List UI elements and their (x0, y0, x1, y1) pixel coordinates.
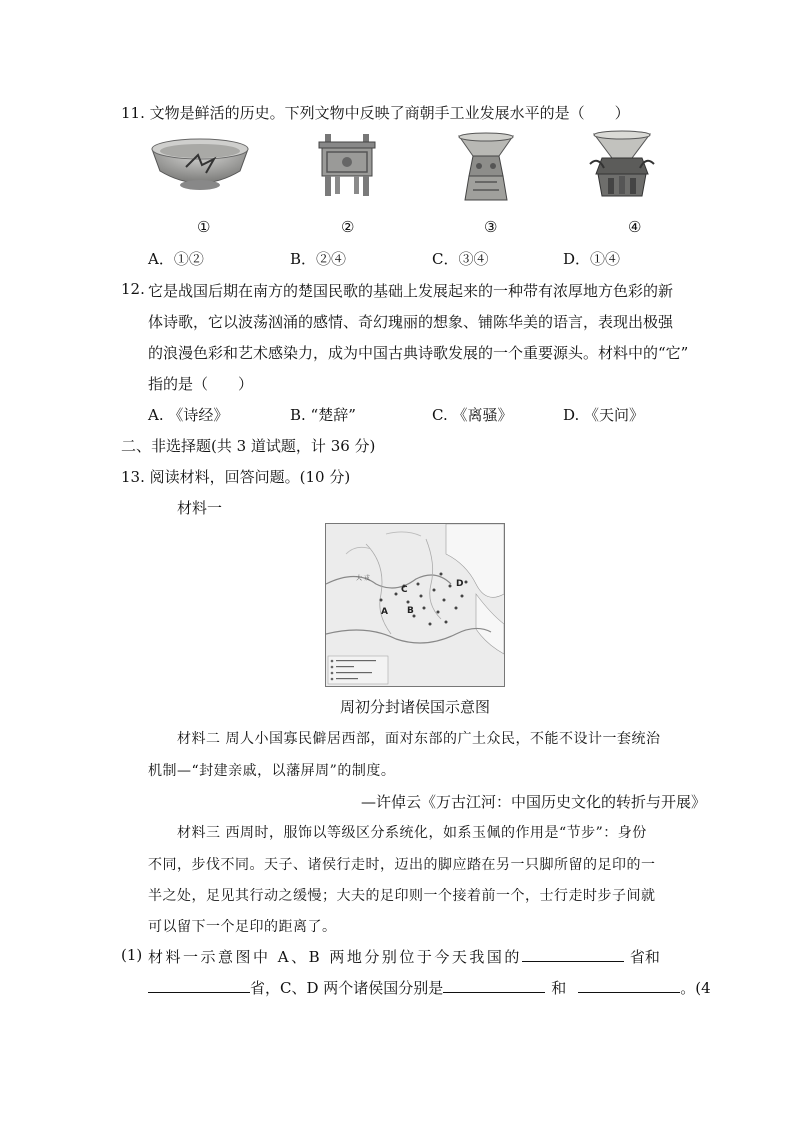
material-three-line-1: 材料三 西周时，服饰以等级区分系统化，如系玉佩的作用是“节步”：身份 (177, 825, 647, 841)
material-three-line-2: 不同，步伐不同。天子、诸侯行走时，迈出的脚应踏在另一只脚所留的足印的一 (148, 857, 656, 873)
artifact-bronze-ding-image (313, 132, 381, 200)
artifact-label-1: ① (197, 218, 211, 236)
q12-option-b[interactable]: B. “楚辞” (290, 406, 356, 424)
q11-option-d[interactable]: D．①④ (563, 250, 621, 268)
map-label-a: A (381, 607, 388, 617)
map-label-d: D (456, 579, 464, 589)
q12-line-2: 体诗歌，它以波荡汹涌的感情、奇幻瑰丽的想象、铺陈华美的语言，表现出极强 (148, 313, 674, 331)
q12-option-a[interactable]: A. 《诗经》 (148, 406, 229, 424)
q12-line-3: 的浪漫色彩和艺术感染力，成为中国古典诗歌发展的一个重要源头。材料中的“它” (148, 344, 689, 362)
subquestion-1-line-1 (148, 946, 660, 967)
q11-stem: 11. 文物是鲜活的历史。下列文物中反映了商朝手工业发展水平的是（ ） (121, 104, 630, 122)
artifact-bronze-zun-image (455, 132, 517, 204)
artifact-label-2: ② (341, 218, 355, 236)
material-three-line-3: 半之处，足见其行动之缓慢；大夫的足印则一个接着前一个，士行走时步子间就 (148, 888, 656, 904)
answer-blank-1[interactable] (522, 947, 624, 962)
q12-line-1: 它是战国后期在南方的楚国民歌的基础上发展起来的一种带有浓厚地方色彩的新 (148, 282, 674, 300)
map-graphic (326, 524, 504, 686)
material-two-source: —许倬云《万古江河：中国历史文化的转折与开展》 (360, 793, 706, 811)
subquestion-1-number: (1) (121, 946, 143, 964)
map-label-c: C (401, 585, 408, 595)
subquestion-1-line-2 (148, 977, 711, 998)
section-heading: 二、非选择题(共 3 道试题，计 36 分) (121, 437, 376, 455)
q11-option-a[interactable]: A．①② (148, 250, 204, 268)
subquestion-1-text-e: 。(4 (680, 979, 711, 997)
material-one-label: 材料一 (177, 499, 223, 517)
svg-text:大 戎: 大 戎 (356, 575, 370, 582)
zhou-fief-map (325, 523, 505, 687)
q11-option-c[interactable]: C．③④ (432, 250, 489, 268)
artifact-bronze-four-ram-zun-image (588, 130, 656, 202)
q11-option-b[interactable]: B．②④ (290, 250, 347, 268)
material-two-line-1: 材料二 周人小国寡民僻居西部，面对东部的广土众民，不能不设计一套统治 (177, 731, 661, 747)
subquestion-1-text-b: 省和 (629, 948, 660, 966)
answer-blank-3[interactable] (443, 978, 545, 993)
subquestion-1-text-c: 省，C、D 两个诸侯国分别是 (250, 979, 444, 997)
answer-blank-2[interactable] (148, 978, 250, 993)
subquestion-1-text-d: 和 (551, 979, 567, 997)
artifact-label-4: ④ (628, 218, 642, 236)
artifact-pottery-bowl-image (148, 133, 252, 195)
q12-option-d[interactable]: D. 《天问》 (563, 406, 645, 424)
q12-option-c[interactable]: C. 《离骚》 (432, 406, 513, 424)
q12-line-4: 指的是（ ） (148, 375, 254, 393)
material-two-line-2: 机制—“封建亲戚，以藩屏周”的制度。 (148, 763, 396, 779)
q12-number: 12. (121, 280, 145, 298)
material-three-line-4: 可以留下一个足印的距离了。 (148, 919, 337, 935)
subquestion-1-text-a: 材料一示意图中 A、B 两地分别位于今天我国的 (148, 948, 522, 966)
map-caption: 周初分封诸侯国示意图 (339, 698, 490, 716)
answer-blank-4[interactable] (578, 978, 680, 993)
artifact-label-3: ③ (484, 218, 498, 236)
map-label-b: B (407, 606, 414, 616)
q13-stem: 13. 阅读材料，回答问题。(10 分) (121, 468, 351, 486)
